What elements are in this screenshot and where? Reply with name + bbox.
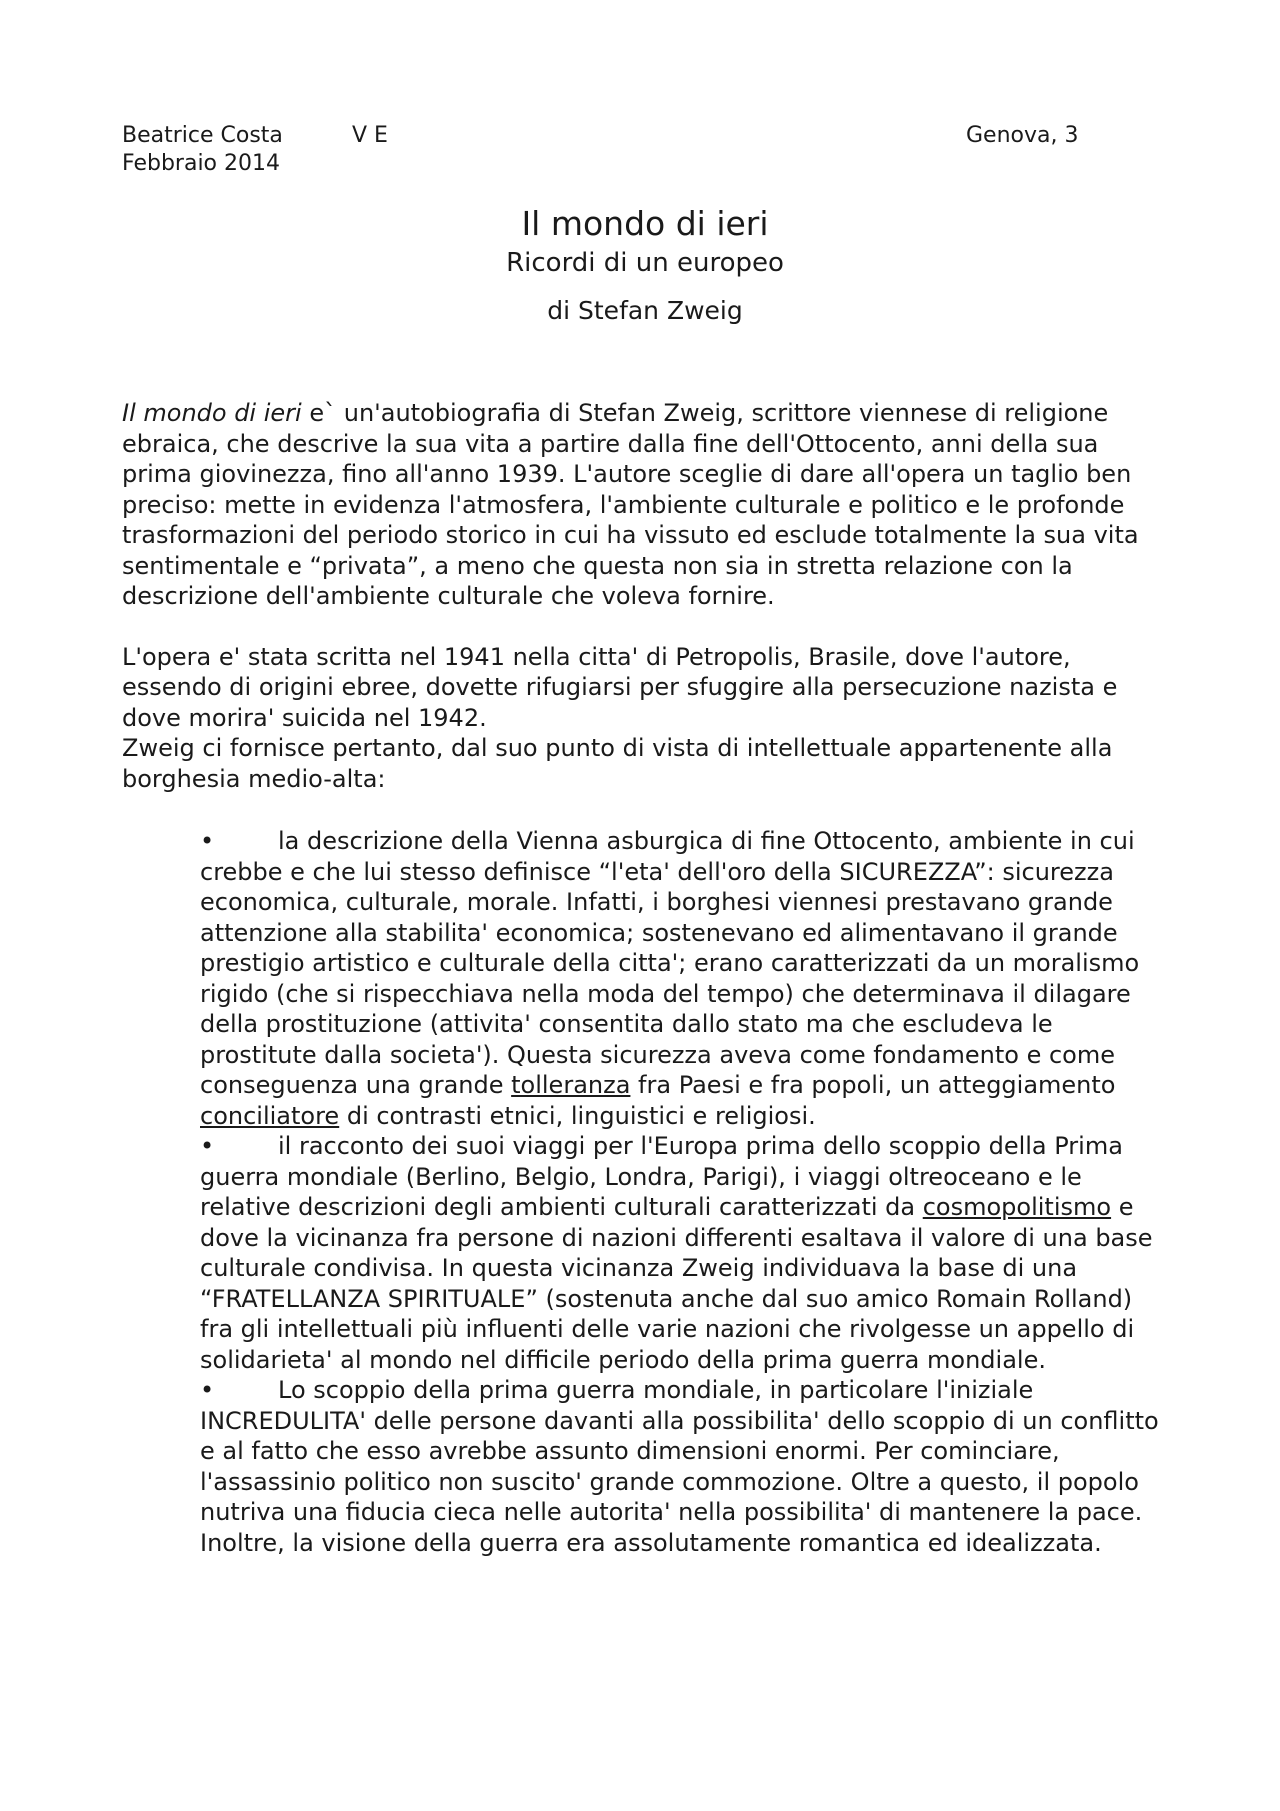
bullet-icon: • <box>200 1132 215 1160</box>
list-item: • la descrizione della Vienna asburgica di fine Ottocento, ambiente in cui crebbe e che lui stesso definisce “l'eta' dell'oro della SICUREZZA”: sicurezza economica, culturale, morale. Infatti, i borghesi viennesi prestavano grande attenzione alla stabilita' economica; sostenevano ed alimentavano il grande prestigio artistico e culturale della citta'; erano caratterizzati da un moralismo rigido (che si rispecchiava nella moda del tempo) che determinava il dilagare della prostituzione (attivita' consentita dallo stato ma che escludeva le prostitute dalla societa'). Questa sicurezza aveva come fondamento e come conseguenza una grande tolleranza fra Paesi e fra popoli, un atteggiamento conciliatore di contrasti etnici, linguistici e religiosi. <box>200 827 1140 1130</box>
class-label: V E <box>352 123 388 148</box>
bullet-icon: • <box>200 1376 215 1404</box>
paragraph-intro: Il mondo di ieri e` un'autobiografia di Stefan Zweig, scrittore viennese di religione ebraica, che descrive la sua vita a partire dalla fine dell'Ottocento, anni della sua prima giovinezza, fino all'anno 1939. L'autore sceglie di dare all'opera un taglio ben preciso: mette in evidenza l'atmosfera, l'ambiente culturale e politico e le profonde trasformazioni del periodo storico in cui ha vissuto ed esclude totalmente la sua vita sentimentale e “privata”, a meno che questa non sia in stretta relazione con la descrizione dell'ambiente culturale che voleva fornire. <box>122 399 1139 610</box>
paragraph-lead-in: Zweig ci fornisce pertanto, dal suo punto di vista di intellettuale appartenente alla borghesia medio-alta: <box>122 734 1113 793</box>
list-item: • Lo scoppio della prima guerra mondiale, in particolare l'iniziale INCREDULITA' delle persone davanti alla possibilita' dello scoppio di un conflitto e al fatto che esso avrebbe assunto dimensioni enormi. Per cominciare, l'assassinio politico non suscito' grande commozione. Oltre a questo, il popolo nutriva una fiducia cieca nelle autorita' nella possibilita' di mantenere la pace. Inoltre, la visione della guerra era assolutamente romantica ed idealizzata. <box>200 1376 1159 1557</box>
underlined-term: cosmopolitismo <box>922 1193 1112 1221</box>
document-body <box>122 398 1162 1558</box>
document-subtitle: Ricordi di un europeo <box>506 248 784 278</box>
underlined-term: conciliatore <box>200 1101 340 1130</box>
date-continuation: Febbraio 2014 <box>122 151 280 176</box>
title-block <box>0 202 1280 328</box>
list-item: • il racconto dei suoi viaggi per l'Europa prima dello scoppio della Prima guerra mondiale (Berlino, Belgio, Londra, Parigi), i viaggi oltreoceano e le relative descrizioni degli ambienti culturali caratterizzati da cosmopolitismo e dove la vicinanza fra persone di nazioni differenti esaltava il valore di una base culturale condivisa. In questa vicinanza Zweig individuava la base di una “FRATELLANZA SPIRITUALE” (sostenuta anche dal suo amico Romain Rolland) fra gli intellettuali più influenti delle varie nazioni che rivolgesse un appello di solidarieta' al mondo nel difficile periodo della prima guerra mondiale. <box>200 1132 1153 1374</box>
byline: di Stefan Zweig <box>547 296 743 325</box>
author-name: Beatrice Costa <box>122 123 283 148</box>
underlined-term: tolleranza <box>511 1071 631 1099</box>
bullet-list <box>200 826 1162 1558</box>
bullet-icon: • <box>200 827 215 855</box>
document-header <box>122 122 1092 178</box>
book-title-italic: Il mondo di ieri <box>122 399 302 427</box>
paragraph-context: L'opera e' stata scritta nel 1941 nella citta' di Petropolis, Brasile, dove l'autore, essendo di origini ebree, dovette rifugiarsi per sfuggire alla persecuzione nazista e dove morira' suicida nel 1942. <box>122 642 1118 732</box>
document-title: Il mondo di ieri <box>521 204 769 243</box>
place-date: Genova, 3 <box>966 123 1079 148</box>
